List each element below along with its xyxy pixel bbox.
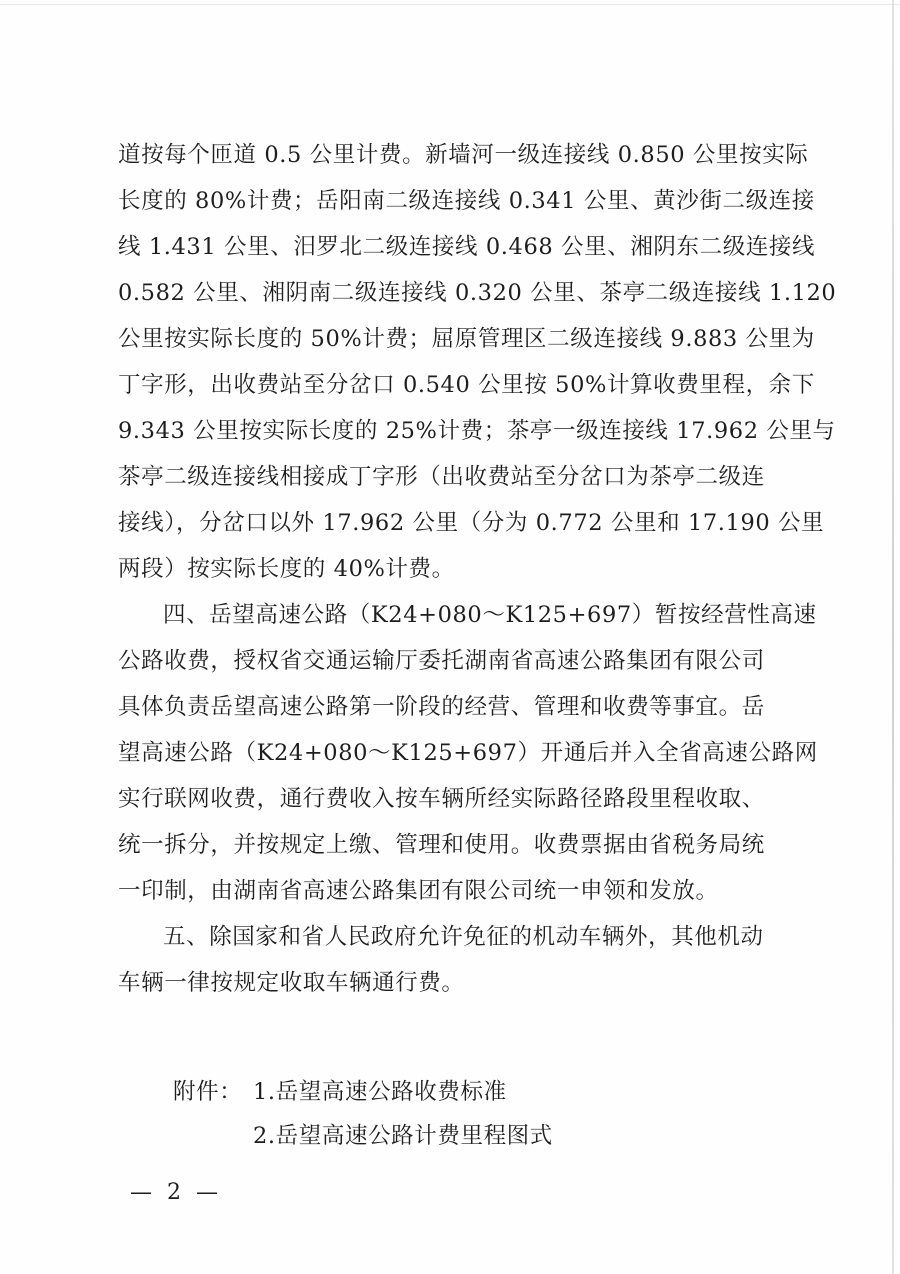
attachment-item: [173, 1070, 553, 1114]
text-line: 车辆一律按规定收取车辆通行费。: [118, 970, 465, 996]
attachments-list: [173, 1070, 553, 1158]
text-line: 公里按实际长度的 50%计费；屈原管理区二级连接线 9.883 公里为: [118, 326, 815, 352]
text-line: 望高速公路（K24+080～K125+697）开通后并入全省高速公路网: [118, 740, 818, 766]
text-line: 接线），分岔口以外 17.962 公里（分为 0.772 公里和 17.190 公里: [118, 510, 825, 536]
text-line: 四、岳望高速公路（K24+080～K125+697）暂按经营性高速: [163, 602, 817, 628]
attachment-title: 1.岳望高速公路收费标准: [253, 1079, 507, 1105]
text-line: 公路收费，授权省交通运输厅委托湖南省高速公路集团有限公司: [118, 648, 765, 674]
text-line: 统一拆分，并按规定上缴、管理和使用。收费票据由省税务局统: [118, 832, 765, 858]
text-line: 线 1.431 公里、汨罗北二级连接线 0.468 公里、湘阴东二级连接线: [118, 234, 816, 260]
text-line: 实行联网收费，通行费收入按车辆所经实际路径路段里程收取、: [118, 786, 765, 812]
text-line: 两段）按实际长度的 40%计费。: [118, 556, 455, 582]
text-line: 丁字形，出收费站至分岔口 0.540 公里按 50%计算收费里程，余下: [118, 372, 815, 398]
section-five-paragraph: [118, 914, 790, 1006]
text-line: 一印制，由湖南省高速公路集团有限公司统一申领和发放。: [118, 878, 719, 904]
scan-edge-right: [892, 0, 894, 1274]
text-line: 长度的 80%计费；岳阳南二级连接线 0.341 公里、黄沙街二级连接: [118, 188, 815, 214]
text-line: 9.343 公里按实际长度的 25%计费；茶亭一级连接线 17.962 公里与: [118, 418, 836, 444]
text-line: 道按每个匝道 0.5 公里计费。新墙河一级连接线 0.850 公里按实际: [118, 142, 809, 168]
page-number: — 2 —: [130, 1180, 222, 1205]
paragraph-continuation: [118, 132, 837, 592]
text-line: 0.582 公里、湘阴南二级连接线 0.320 公里、茶亭二级连接线 1.120: [118, 280, 837, 306]
text-line: 具体负责岳望高速公路第一阶段的经营、管理和收费等事宜。岳: [118, 694, 765, 720]
text-line: 茶亭二级连接线相接成丁字形（出收费站至分岔口为茶亭二级连: [118, 464, 765, 490]
section-four-paragraph: [118, 592, 818, 914]
attachment-item: [173, 1114, 553, 1158]
attachments-label: 附件：: [173, 1079, 243, 1105]
scan-edge-top: [0, 4, 900, 5]
text-line: 五、除国家和省人民政府允许免征的机动车辆外，其他机动: [163, 924, 764, 950]
attachment-title: 2.岳望高速公路计费里程图式: [253, 1123, 553, 1149]
body-text: [118, 132, 837, 1006]
